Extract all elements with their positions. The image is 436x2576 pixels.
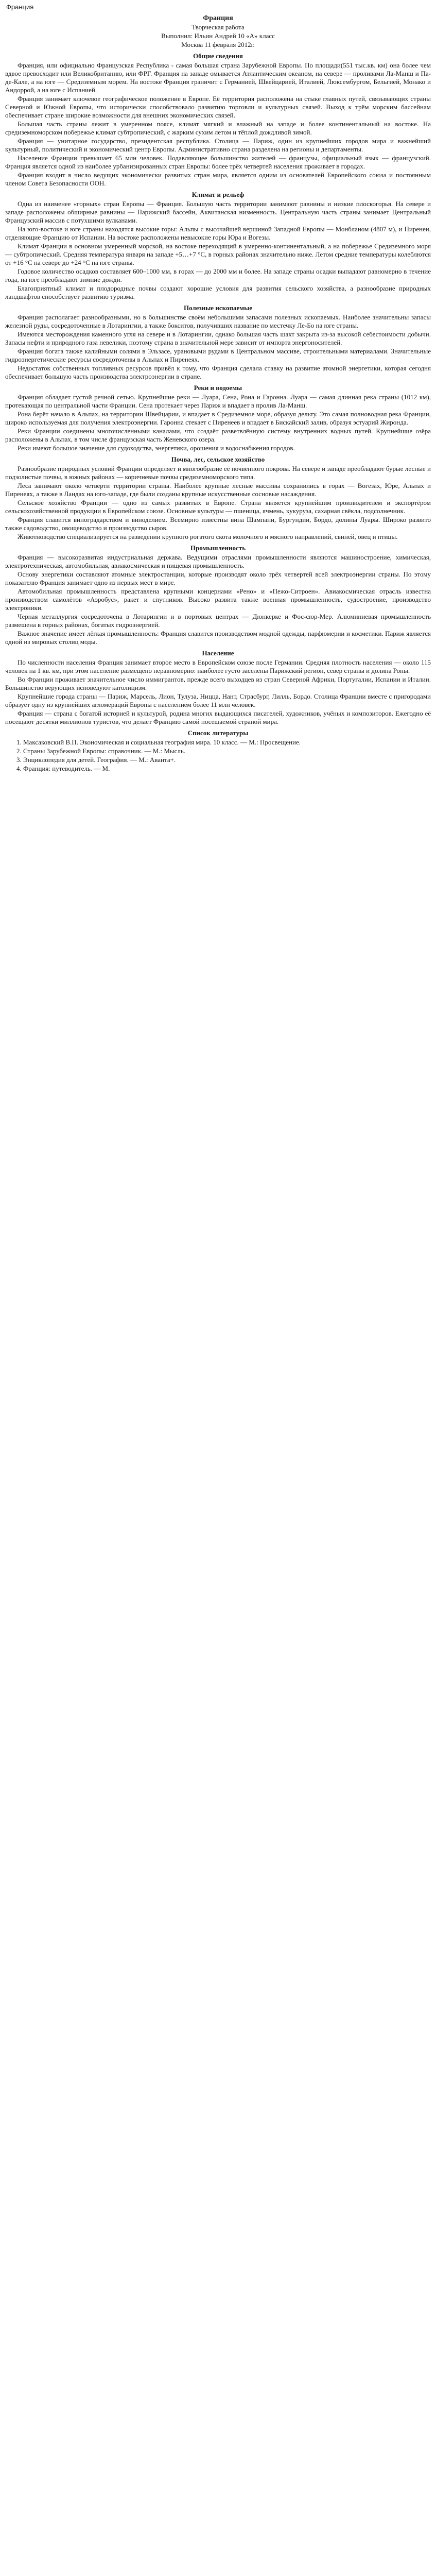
section-paragraph: Недостаток собственных топливных ресурсов привёл к тому, что Франция сделала ставку на развитие атомной энергетики, которая сегодня обеспечивает большую часть производства электроэнергии в стране. [5,364,431,380]
section-paragraph: Одна из наименее «горных» стран Европы — Франция. Большую часть территории занимают равнины и низкие плоскогорья. На севере и западе расположены обширные равнины — Парижский бассейн, Аквитанская низменность. Центральную часть страны занимает Центральный Французский массив с потухшими вулканами. [5,200,431,224]
bibliography-item: 3. Энциклопедия для детей. География. — М.: Аванта+. [16,756,176,764]
section-paragraph: Франция — страна с богатой историей и культурой, родина многих выдающихся писателей, художников, учёных и композиторов. Ежегодно её посещают десятки миллионов туристов, что делает Францию самой посещаемой страной мира. [5,709,431,725]
section-paragraph: Имеются месторождения каменного угля на севере и в Лотарингии, однако большая часть шахт закрыта из-за высокой себестоимости добычи. Запасы нефти и природного газа невелики, поэтому страна в значительной мере зависит от импорта энергоносителей. [5,330,431,346]
bibliography-item: 2. Страны Зарубежной Европы: справочник. — М.: Мысль. [16,747,186,755]
bibliography-item: 1. Максаковский В.П. Экономическая и социальная география мира. 10 класс. — М.: Просвещение. [16,738,301,746]
section-paragraph: Автомобильная промышленность представлена крупными концернами «Рено» и «Пежо-Ситроен». Авиакосмическая отрасль известна производством самолётов «Аэробус», ракет и спутников. Высоко развита также военная промышленность, судостроение, производство электроники. [5,587,431,612]
section-paragraph: По численности населения Франция занимает второе место в Европейском союзе после Германии. Средняя плотность населения — около 115 человек на 1 кв. км, при этом население размещено неравномерно: наиболее густо заселены Парижский регион, север страны и долина Роны. [5,658,431,674]
section-paragraph: Черная металлургия сосредоточена в Лотарингии и в портовых центрах — Дюнкерке и Фос-сюр-Мер. Алюминиевая промышленность размещена в горных районах, богатых гидроэнергией. [5,613,431,629]
section-paragraph: Сельское хозяйство Франции — одно из самых развитых в Европе. Страна является крупнейшим производителем и экспортёром сельскохозяйственной продукции в Европейском союзе. Основные культуры — пшеница, ячмень, кукуруза, сахарная свёкла, подсолнечник. [5,499,431,515]
section-heading: Почва, лес, сельское хозяйство [171,455,265,463]
document-date: Москва 11 февраля 2012г. [181,41,255,48]
section-paragraph: Важное значение имеет лёгкая промышленность: Франция славится производством модной одежды, парфюмерии и косметики. Париж является одной из мировых столиц моды. [5,630,431,646]
section-paragraph: На юго-востоке и юге страны находятся высокие горы: Альпы с высочайшей вершиной Западной Европы — Монбланом (4807 м), и Пиренеи, отделяющие Францию от Испании. На востоке расположены невысокие горы Юра и Вогезы. [5,225,431,241]
document-title: Франция [203,14,233,22]
section-paragraph: Животноводство специализируется на разведении крупного рогатого скота молочного и мясного направлений, свиней, овец и птицы. [18,533,398,540]
section-heading: Население [202,649,234,657]
section-paragraph: Рона берёт начало в Альпах, на территории Швейцарии, и впадает в Средиземное море, образуя дельту. Это самая полноводная река Франции, широко используемая для получения электроэнергии. Гаронна стекает с Пиренеев и впадает в Бискайский залив, образуя эстуарий Жиронда. [5,410,431,426]
section-paragraph: Климат Франции в основном умеренный морской, на востоке переходящий в умеренно-континентальный, а на побережье Средиземного моря — субтропический. Средняя температура января на западе +5…+7 °C, в горных районах значительно ниже. Летом средние температуры колеблются от +16 °C на севере до +24 °C на юге страны. [5,242,431,266]
section-paragraph: Леса занимают около четверти территории страны. Наиболее крупные лесные массивы сохранились в горах — Вогезах, Юре, Альпах и Пиренеях, а также в Ландах на юго-западе, где были созданы крупные искусственные сосновые насаждения. [5,482,431,498]
section-paragraph: Франция славится виноградарством и виноделием. Всемирно известны вина Шампани, Бургундии, Бордо, долины Луары. Широко развито также садоводство, овощеводство и производство сыров. [5,516,431,532]
section-paragraph: Франция богата также калийными солями в Эльзасе, урановыми рудами в Центральном массиве, строительными материалами. Значительные гидроэнергетические ресурсы сосредоточены в Альпах и Пиренеях. [5,347,431,363]
section-heading: Список литературы [187,729,249,737]
section-paragraph: Разнообразие природных условий Франции определяет и многообразие её почвенного покрова. На севере и западе преобладают бурые лесные и подзолистые почвы, в южных районах — коричневые почвы средиземноморского типа. [5,465,431,481]
section-paragraph: Франция, или официально Французская Республика - самая большая страна Зарубежной Европы. По площади(551 тыс.кв. км) она более чем вдвое превосходит или Великобританию, или ФРГ. Франция на западе омывается Атлантическим океаном, на севере — проливами Ла-Манш и Па-де-Кале, а на юге — Средиземным морем. На востоке Франция граничит с Германией, Швейцарией, Италией, Люксембургом, Бельгией, Монако и Андоррой, а на юге с Испанией. [5,61,431,94]
section-heading: Общие сведения [193,52,243,60]
document-author: Выполнил: Ильин Андрей 10 «А» класс [161,32,275,40]
section-paragraph: Во Франции проживает значительное число иммигрантов, прежде всего выходцев из стран Северной Африки, Португалии, Испании и Италии. Большинство верующих исповедуют католицизм. [5,675,431,691]
section-paragraph: Франция входит в число ведущих экономически развитых стран мира, является одним из основателей Европейского союза и постоянным членом Совета Безопасности ООН. [5,171,431,187]
section-paragraph: Годовое количество осадков составляет 600–1000 мм, в горах — до 2000 мм и более. На западе страны осадки выпадают равномерно в течение года, на юге преобладают зимние дожди. [5,267,431,283]
bibliography-item: 4. Франция: путеводитель. — М. [16,765,110,772]
section-paragraph: Большая часть страны лежит в умеренном поясе, климат мягкий и влажный на западе и более континентальный на востоке. На средиземноморском побережье климат субтропический, с жарким сухим летом и тёплой дождливой зимой. [5,120,431,136]
section-heading: Полезные ископаемые [183,304,252,312]
section-paragraph: Франция располагает разнообразными, но в большинстве своём небольшими запасами полезных ископаемых. Наиболее значительны запасы железной руды, сосредоточенные в Лотарингии, а также бокситов, получивших название по местечку Ле-Бо на юге страны. [5,313,431,329]
section-paragraph: Благоприятный климат и плодородные почвы создают хорошие условия для развития сельского хозяйства, а разнообразие природных ландшафтов способствует развитию туризма. [5,284,431,300]
document-subtitle: Творческая работа [191,23,245,31]
section-paragraph: Франция — унитарное государство, президентская республика. Столица — Париж, один из крупнейших городов мира и важнейший культурный, политический и экономический центр Европы. Административно страна разделена на регионы и департаменты. [5,137,431,153]
section-paragraph: Франция обладает густой речной сетью. Крупнейшие реки — Луара, Сена, Рона и Гаронна. Луара — самая длинная река страны (1012 км), протекающая по центральной части Франции. Сена протекает через Париж и впадает в пролив Ла-Манш. [5,393,431,409]
section-heading: Реки и водоемы [194,384,242,392]
section-paragraph: Франция занимает ключевое географическое положение в Европе. Её территория расположена на стыке главных путей, связывающих страны Северной и Южной Европы, что исторически способствовало развитию торговли и культурных связей. Выход к трём морским бассейнам обеспечивает стране широкие возможности для внешних экономических связей. [5,95,431,119]
section-heading: Климат и рельеф [191,191,245,198]
section-paragraph: Крупнейшие города страны — Париж, Марсель, Лион, Тулуза, Ницца, Нант, Страсбург, Лилль, Бордо. Столица Франции вместе с пригородами образует одну из крупнейших агломераций Европы с населением более 11 млн человек. [5,692,431,708]
document-body [5,52,431,773]
section-paragraph: Реки Франции соединены многочисленными каналами, что создаёт разветвлённую систему внутренних водных путей. Крупнейшие озёра расположены в Альпах, в том числе французская часть Женевского озера. [5,427,431,443]
section-paragraph: Франция — высокоразвитая индустриальная держава. Ведущими отраслями промышленности являются машиностроение, химическая, электротехническая, автомобильная, авиакосмическая и пищевая промышленность. [5,553,431,569]
section-paragraph: Население Франции превышает 65 млн человек. Подавляющее большинство жителей — французы, официальный язык — французский. Франция является одной из наиболее урбанизированных стран Европы: более трёх четвертей населения проживает в городах. [5,154,431,170]
bibliography-list [16,738,431,773]
section-paragraph: Основу энергетики составляют атомные электростанции, которые производят около трёх четвертей всей электроэнергии страны. По этому показателю Франция занимает одно из первых мест в мире. [5,570,431,586]
page-header-title: Франция [6,3,34,11]
section-heading: Промышленность [190,544,246,552]
section-paragraph: Реки имеют большое значение для судоходства, энергетики, орошения и водоснабжения городов. [18,444,295,452]
document-page [0,0,436,782]
